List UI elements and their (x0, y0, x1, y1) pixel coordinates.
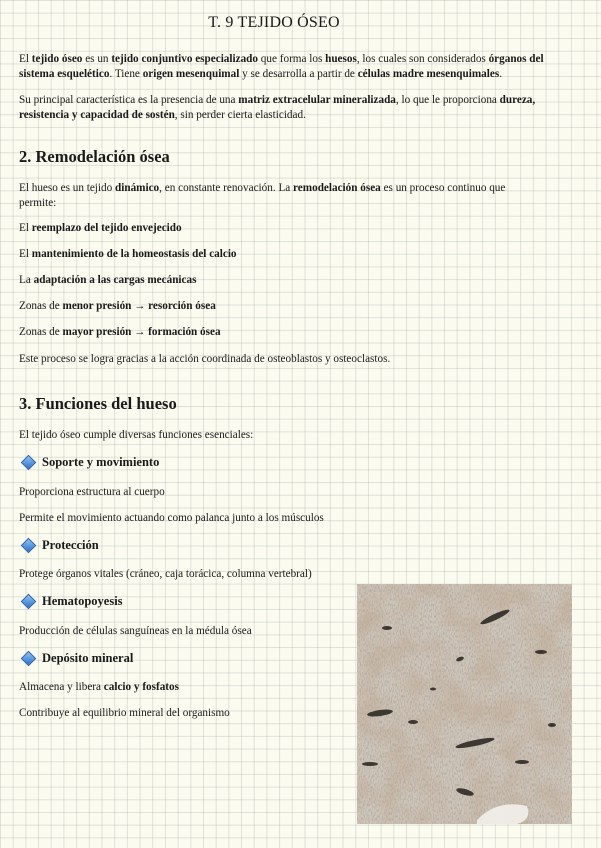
function-heading (19, 594, 123, 609)
function-line (19, 486, 165, 498)
function-heading (19, 538, 99, 553)
text-run: es un (82, 53, 112, 65)
bold-text: mantenimiento de la homeostasis del calcio (31, 248, 237, 260)
function-heading (19, 455, 159, 470)
remodelacion-intro (19, 181, 539, 210)
bone-histology-image (357, 584, 572, 824)
remodelacion-item (19, 300, 216, 312)
bold-text: mayor presión → formación ósea (62, 326, 221, 338)
function-heading (19, 651, 133, 666)
remodelacion-item (19, 248, 237, 260)
text-run: Zonas de (19, 326, 63, 338)
function-title: Soporte y movimiento (42, 455, 160, 469)
bold-text: tejido conjuntivo especializado (111, 53, 258, 65)
text-run: El (19, 53, 32, 65)
blue-diamond-icon (21, 538, 37, 554)
function-line (19, 512, 324, 524)
text-run: . Tiene (109, 67, 143, 80)
text-run: Su principal característica es la presencia de una (19, 94, 239, 106)
intro-paragraph-2 (19, 93, 575, 122)
text-run: . (499, 67, 502, 80)
bold-text: calcio y fosfatos (103, 681, 179, 693)
text-run: , sin perder cierta elasticidad. (174, 108, 306, 121)
text-run: Protege órganos vitales (cráneo, caja torácica, columna vertebral) (19, 568, 312, 580)
text-run: , los cuales son considerados (356, 53, 489, 65)
section-heading-funciones: 3. Funciones del hueso (19, 394, 177, 413)
text-run: y se desarrolla a partir de (239, 67, 358, 80)
intro-paragraph-1 (19, 52, 575, 81)
function-title: Hematopoyesis (42, 594, 123, 608)
function-line (19, 707, 230, 719)
text-run: es un proceso continuo que permite: (19, 182, 506, 209)
bold-text: huesos (325, 53, 357, 65)
text-run: Permite el movimiento actuando como palanca junto a los músculos (19, 512, 324, 524)
text-run: que forma los (258, 53, 326, 65)
function-line (19, 625, 252, 637)
remodelacion-item (19, 274, 196, 286)
blue-diamond-icon (21, 594, 37, 610)
bold-text: células madre mesenquimales (357, 67, 500, 80)
remodelacion-item (19, 326, 221, 338)
text-run: Producción de células sanguíneas en la médula ósea (19, 625, 252, 637)
remodelacion-item (19, 222, 182, 234)
bold-text: remodelación ósea (293, 182, 381, 194)
funciones-intro: El tejido óseo cumple diversas funciones esenciales: (19, 429, 254, 441)
remodelacion-closing: Este proceso se logra gracias a la acción coordinada de osteoblastos y osteoclastos. (19, 353, 391, 365)
blue-diamond-icon (21, 455, 37, 471)
text-run: El (19, 222, 32, 234)
text-run: La (19, 274, 34, 286)
function-line (19, 568, 312, 580)
bold-text: origen mesenquimal (142, 67, 240, 80)
bold-text: órganos del sistema esquelético (19, 53, 544, 80)
text-run: Contribuye al equilibrio mineral del organismo (19, 707, 230, 719)
bold-text: menor presión → resorción ósea (62, 300, 216, 312)
bold-text: reemplazo del tejido envejecido (31, 222, 182, 234)
text-run: Proporciona estructura al cuerpo (19, 486, 165, 498)
function-title: Depósito mineral (42, 651, 134, 665)
blue-diamond-icon (21, 651, 37, 667)
function-title: Protección (42, 538, 99, 552)
page-title: T. 9 TEJIDO ÓSEO (208, 14, 340, 31)
text-run: Zonas de (19, 300, 63, 312)
text-run: El hueso es un tejido (19, 182, 116, 194)
bold-text: tejido óseo (31, 53, 83, 65)
function-line (19, 681, 179, 693)
text-run: El (19, 248, 32, 260)
bold-text: dureza, resistencia y capacidad de sostén (19, 94, 536, 121)
bold-text: matriz extracelular mineralizada (238, 94, 396, 106)
bold-text: adaptación a las cargas mecánicas (33, 274, 197, 286)
text-run: , lo que le proporciona (395, 94, 500, 106)
section-heading-remodelacion: 2. Remodelación ósea (19, 147, 170, 166)
text-run: , en constante renovación. La (159, 182, 294, 194)
bold-text: dinámico (115, 182, 160, 194)
text-run: Almacena y libera (19, 681, 104, 693)
